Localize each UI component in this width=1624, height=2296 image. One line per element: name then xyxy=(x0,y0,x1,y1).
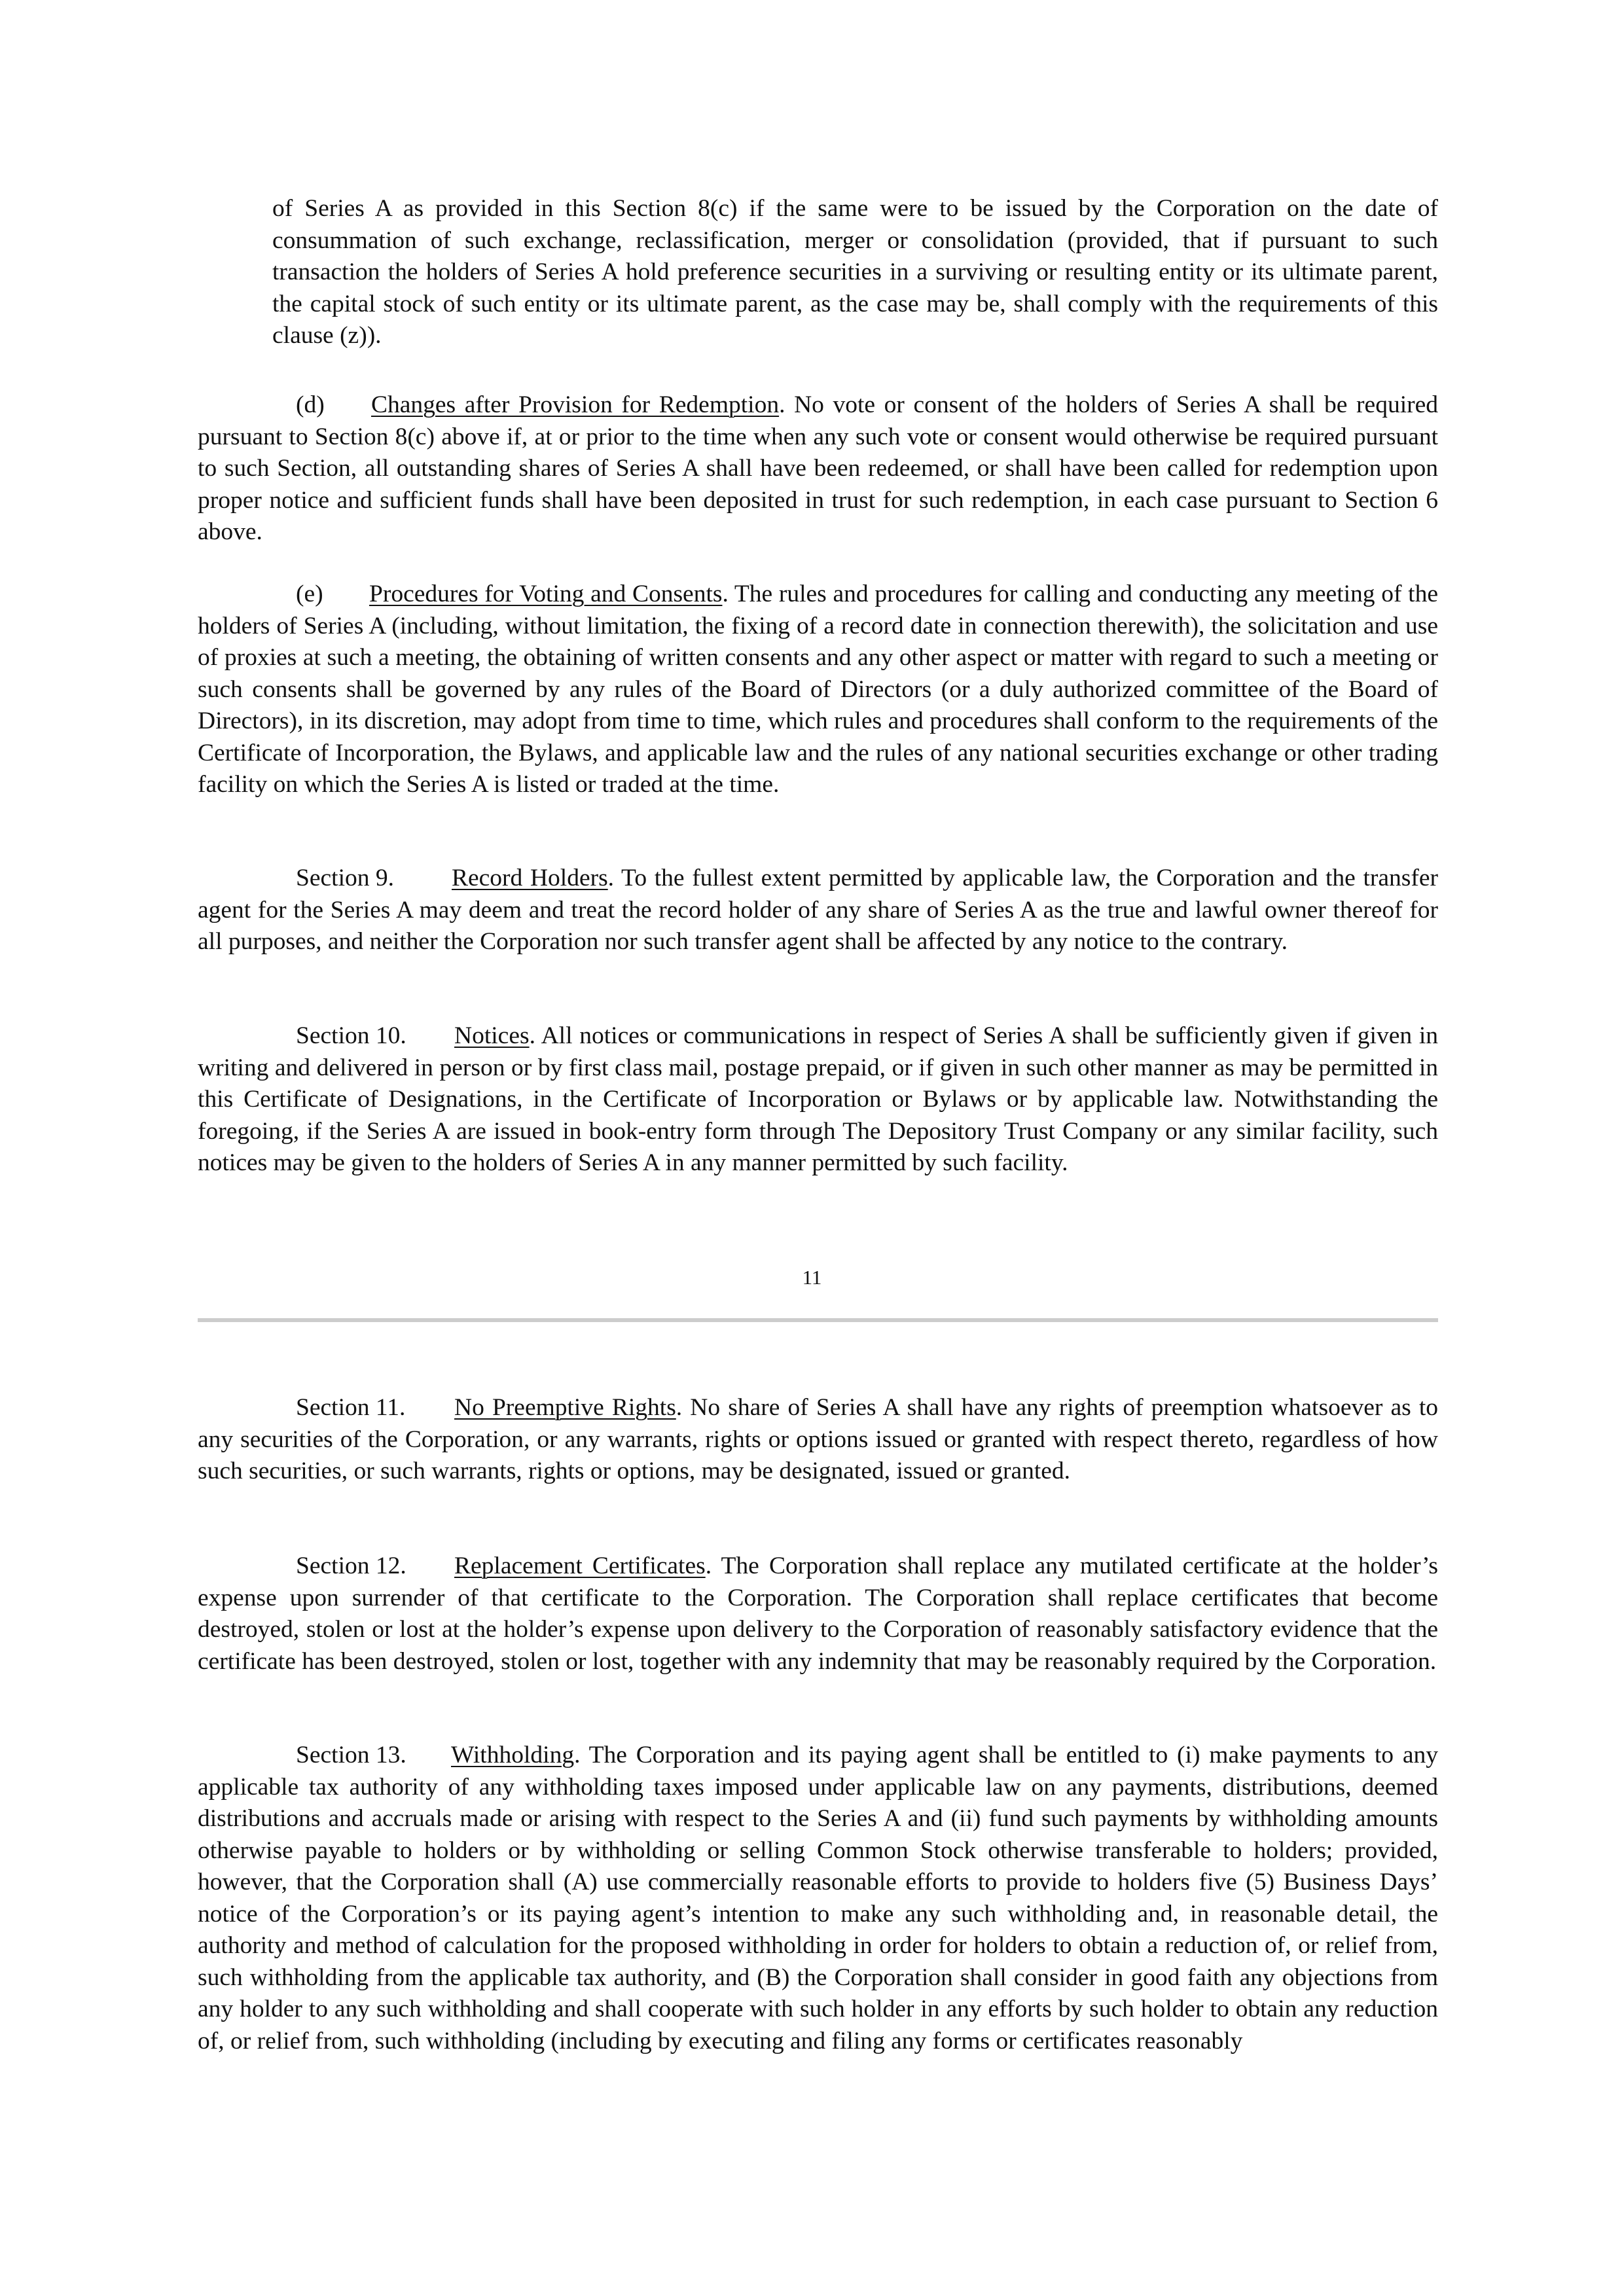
paragraph-continuation xyxy=(272,193,1438,352)
section-heading: Withholding xyxy=(451,1742,575,1768)
paragraph-text: . The rules and procedures for calling and conducting any meeting of the holders of Series A (including, without limitation, the fixing of a record date in connection therewith), the solicitation and use of proxies at such a meeting, the obtaining of written consents and any other aspect or matter with regard to such a meeting or such consents shall be governed by any rules of the Board of Directors (or a duly authorized committee of the Board of Directors), in its discretion, may adopt from time to time, which rules and procedures shall conform to the requirements of the Certificate of Incorporation, the Bylaws, and applicable law and the rules of any national securities exchange or other trading facility on which the Series A is listed or traded at the time. xyxy=(198,581,1438,798)
section-label: Section 12. xyxy=(296,1552,406,1579)
section-label: Section 13. xyxy=(296,1742,406,1768)
page-number: 11 xyxy=(802,1266,822,1289)
subsection-label: (d) xyxy=(296,391,325,418)
section-label: Section 9. xyxy=(296,865,394,891)
section-heading: Record Holders xyxy=(452,865,608,891)
paragraph-section-9 xyxy=(198,863,1438,958)
paragraph-section-12 xyxy=(198,1551,1438,1677)
section-heading: Notices xyxy=(454,1022,530,1049)
section-heading: No Preemptive Rights xyxy=(454,1394,676,1421)
section-heading: Replacement Certificates xyxy=(454,1552,706,1579)
subsection-heading: Procedures for Voting and Consents xyxy=(369,581,723,607)
paragraph-text: . To the fullest extent permitted by applicable law, the Corporation and the transfer agent for the Series A may deem and treat the record holder of any share of Series A as the true and lawful owner thereof for all purposes, and neither the Corporation nor such transfer agent shall be affected by any notice to the contrary. xyxy=(198,865,1438,955)
page-break-divider xyxy=(198,1318,1438,1322)
paragraph-e xyxy=(198,579,1438,801)
paragraph-d xyxy=(198,389,1438,548)
paragraph-section-13 xyxy=(198,1740,1438,2057)
paragraph-text: . All notices or communications in respect of Series A shall be sufficiently given if given in writing and delivered in person or by first class mail, postage prepaid, or if given in such other manner as may be permitted in this Certificate of Designations, in the Certificate of Incorporation or Bylaws or by applicable law. Notwithstanding the foregoing, if the Series A are issued in book-entry form through The Depository Trust Company or any similar facility, such notices may be given to the holders of Series A in any manner permitted by such facility. xyxy=(198,1022,1438,1176)
paragraph-section-11 xyxy=(198,1392,1438,1488)
paragraph-text: of Series A as provided in this Section 8(c) if the same were to be issued by the Corporation on the date of consummation of such exchange, reclassification, merger or consolidation (provided, that if pursuant to such transaction the holders of Series A hold preference securities in a surviving or resulting entity or its ultimate parent, the capital stock of such entity or its ultimate parent, as the case may be, shall comply with the requirements of this clause (z)). xyxy=(272,195,1438,349)
paragraph-text: . No vote or consent of the holders of Series A shall be required pursuant to Section 8(c) above if, at or prior to the time when any such vote or consent would otherwise be required pursuant to such Section, all outstanding shares of Series A shall have been redeemed, or shall have been called for redemption upon proper notice and sufficient funds shall have been deposited in trust for such redemption, in each case pursuant to Section 6 above. xyxy=(198,391,1438,545)
paragraph-text: . No share of Series A shall have any rights of preemption whatsoever as to any securities of the Corporation, or any warrants, rights or options issued or granted with respect thereto, regardless of how such securities, or such warrants, rights or options, may be designated, issued or granted. xyxy=(198,1394,1438,1484)
subsection-label: (e) xyxy=(296,581,323,607)
subsection-heading: Changes after Provision for Redemption xyxy=(371,391,780,418)
paragraph-text: . The Corporation shall replace any mutilated certificate at the holder’s expense upon surrender of that certificate to the Corporation. The Corporation shall replace certificates that become destroyed, stolen or lost at the holder’s expense upon delivery to the Corporation of reasonably satisfactory evidence that the certificate has been destroyed, stolen or lost, together with any indemnity that may be reasonably required by the Corporation. xyxy=(198,1552,1438,1675)
section-label: Section 10. xyxy=(296,1022,406,1049)
paragraph-text: . The Corporation and its paying agent shall be entitled to (i) make payments to any applicable tax authority of any withholding taxes imposed under applicable law on any payments, distributions, deemed distributions and accruals made or arising with respect to the Series A and (ii) fund such payments by withholding amounts otherwise payable to holders or by withholding or selling Common Stock otherwise transferable to holders; provided, however, that the Corporation shall (A) use commercially reasonable efforts to provide to holders five (5) Business Days’ notice of the Corporation’s or its paying agent’s intention to make any such withholding and, in reasonable detail, the authority and method of calculation for the proposed withholding in order for holders to obtain a reduction of, or relief from, such withholding from the applicable tax authority, and (B) the Corporation shall consider in good faith any objections from any holder to any such withholding and shall cooperate with such holder in any efforts by such holder to obtain any reduction of, or relief from, such withholding (including by executing and filing any forms or certificates reasonably xyxy=(198,1742,1438,2054)
section-label: Section 11. xyxy=(296,1394,406,1421)
paragraph-section-10 xyxy=(198,1020,1438,1179)
